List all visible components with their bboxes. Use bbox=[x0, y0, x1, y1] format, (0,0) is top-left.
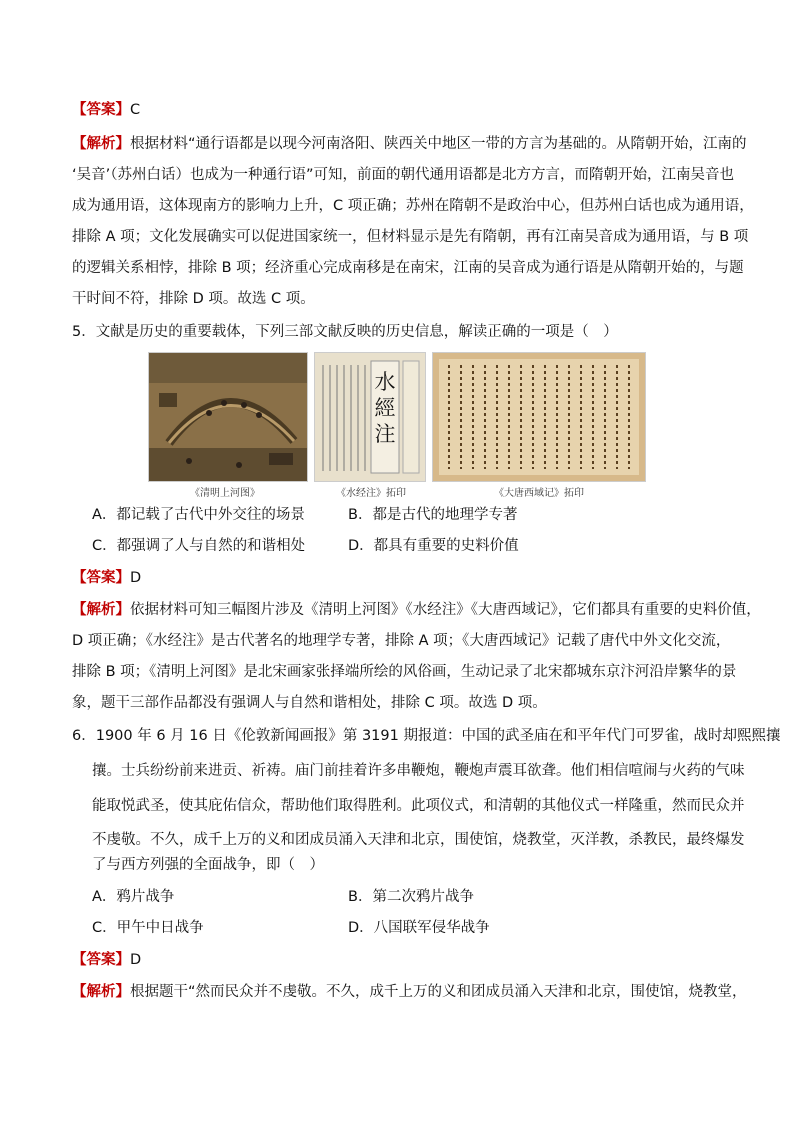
shuijingzhu-rubbing-image bbox=[314, 352, 426, 482]
option-b: B．都是古代的地理学专著 bbox=[348, 507, 518, 523]
answer-value: C bbox=[130, 102, 141, 118]
datang-xiyuji-rubbing-image bbox=[432, 352, 646, 482]
q5-analysis-line: 象，题干三部作品都没有强调人与自然和谐相处，排除 C 项。故选 D 项。 bbox=[72, 695, 547, 711]
q4-analysis-line: 成为通用语，这体现南方的影响力上升，C 项正确；苏州在隋朝不是政治中心，但苏州白话也成为通用语， bbox=[72, 198, 754, 214]
q6-answer bbox=[72, 950, 141, 970]
q6-stem-line: 攘。士兵纷纷前来进贡、祈祷。庙门前挂着许多串鞭炮，鞭炮声震耳欲聋。他们相信喧闹与火药的气味 bbox=[92, 763, 745, 779]
q4-answer bbox=[72, 100, 140, 120]
answer-value: D bbox=[130, 570, 142, 586]
q6-stem-line: 能取悦武圣，使其庇佑信众，帮助他们取得胜利。此项仪式，和清朝的其他仪式一样隆重，然而民众并 bbox=[92, 798, 745, 814]
q5-analysis-line: 排除 B 项；《清明上河图》是北宋画家张择端所绘的风俗画，生动记录了北宋都城东京汴河沿岸繁华的景 bbox=[72, 664, 737, 680]
option-d: D．都具有重要的史料价值 bbox=[348, 538, 519, 554]
q5-answer bbox=[72, 568, 141, 588]
analysis-tag: 【解析】 bbox=[72, 602, 130, 618]
q6-stem-line: 了与西方列强的全面战争，即（ ） bbox=[92, 857, 324, 873]
analysis-tag: 【解析】 bbox=[72, 984, 130, 1000]
figure-caption: 《水经注》拓印 bbox=[336, 488, 406, 499]
q4-analysis-line: 的逻辑关系相悖，排除 B 项；经济重心完成南移是在南宋，江南的吴音成为通行语是从隋朝开始的，与题 bbox=[72, 260, 744, 276]
analysis-text: 依据材料可知三幅图片涉及《清明上河图》《水经注》《大唐西域记》，它们都具有重要的史料价值， bbox=[130, 602, 761, 618]
q5-stem: 5．文献是历史的重要载体，下列三部文献反映的历史信息，解读正确的一项是（ ） bbox=[72, 324, 618, 340]
option-c: C．都强调了人与自然的和谐相处 bbox=[92, 538, 306, 554]
q5-analysis-line bbox=[72, 600, 761, 620]
q5-analysis-line: D 项正确；《水经注》是古代著名的地理学专著，排除 A 项；《大唐西域记》记载了唐代中外文化交流， bbox=[72, 633, 731, 649]
qingming-painting-image bbox=[148, 352, 308, 482]
shuijingzhu-title: 水經注 bbox=[374, 370, 396, 446]
answer-value: D bbox=[130, 952, 142, 968]
answer-tag: 【答案】 bbox=[72, 952, 130, 968]
q4-analysis-line: 干时间不符，排除 D 项。故选 C 项。 bbox=[72, 291, 315, 307]
q6-stem-line: 不虔敬。不久，成千上万的义和团成员涌入天津和北京，围使馆，烧教堂，灭洋教，杀教民，最终爆发 bbox=[92, 832, 745, 848]
figure-caption: 《清明上河图》 bbox=[190, 488, 260, 499]
analysis-tag: 【解析】 bbox=[72, 136, 130, 152]
q4-analysis-line: ‘吴音’（苏州白话）也成为一种通行语”可知，前面的朝代通用语都是北方方言，而隋朝开始，江南吴音也 bbox=[72, 167, 734, 183]
option-a: A．都记载了古代中外交往的场景 bbox=[92, 507, 305, 523]
option-c: C．甲午中日战争 bbox=[92, 920, 204, 936]
q4-analysis-line: 排除 A 项；文化发展确实可以促进国家统一，但材料显示是先有隋朝，再有江南吴音成为通用语，与 B 项 bbox=[72, 229, 749, 245]
answer-tag: 【答案】 bbox=[72, 570, 130, 586]
analysis-text: 根据题干“然而民众并不虔敬。不久，成千上万的义和团成员涌入天津和北京，围使馆，烧教堂， bbox=[130, 984, 747, 1000]
option-a: A．鸦片战争 bbox=[92, 889, 175, 905]
answer-tag: 【答案】 bbox=[72, 102, 130, 118]
q6-stem-line: 6．1900 年 6 月 16 日《伦敦新闻画报》第 3191 期报道：中国的武圣庙在和平年代门可罗雀，战时却熙熙攘 bbox=[72, 728, 781, 744]
q4-analysis-line bbox=[72, 134, 747, 154]
q6-analysis-line bbox=[72, 982, 747, 1002]
option-b: B．第二次鸦片战争 bbox=[348, 889, 474, 905]
figure-caption: 《大唐西域记》拓印 bbox=[494, 488, 584, 499]
analysis-text: 根据材料“通行语都是以现今河南洛阳、陕西关中地区一带的方言为基础的。从隋朝开始，江南的 bbox=[130, 136, 747, 152]
option-d: D．八国联军侵华战争 bbox=[348, 920, 490, 936]
